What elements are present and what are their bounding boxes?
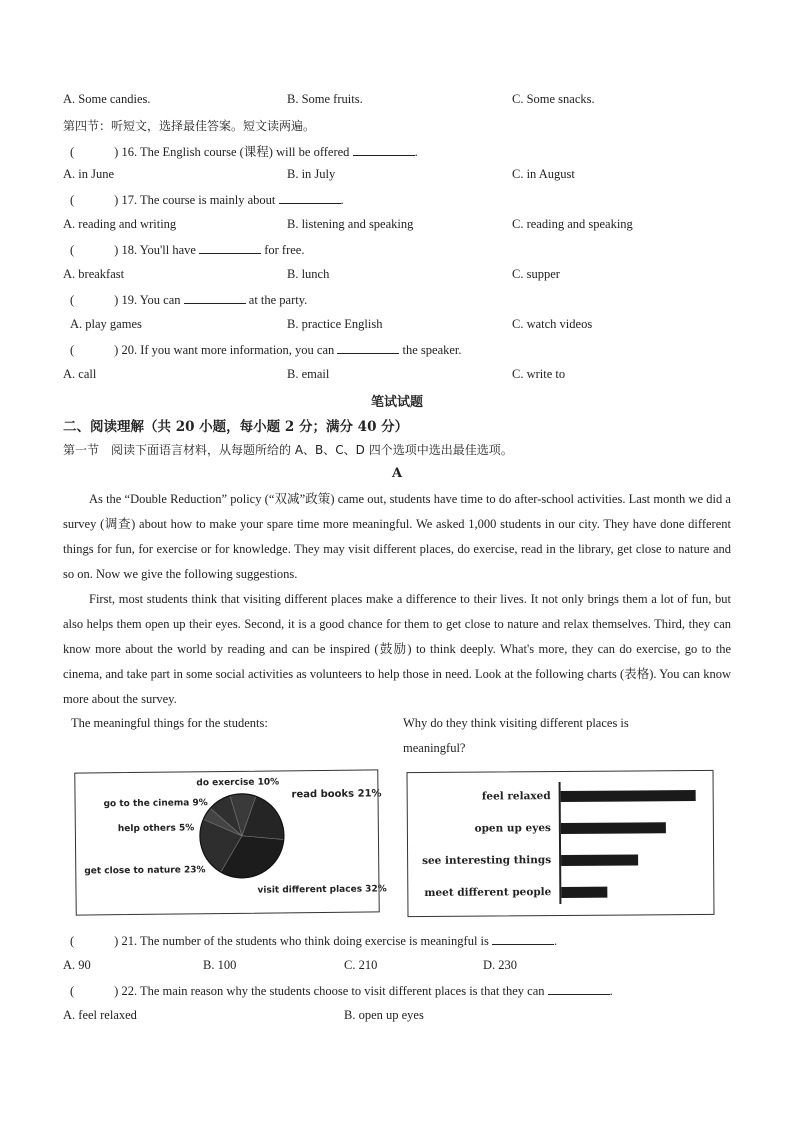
q20-option-b: B. email [287, 367, 330, 381]
chart2-caption-line1: Why do they think visiting different places is [403, 716, 629, 730]
question-text: 19. You can [121, 293, 181, 307]
q17-option-a: A. reading and writing [63, 217, 177, 231]
question-text: 21. The number of the students who think doing exercise is meaningful is [121, 934, 489, 948]
reading-instruction: 第一节 阅读下面语言材料，从每题所给的 A、B、C、D 四个选项中选出最佳选项。 [63, 443, 513, 457]
pie-label-help-others: help others 5% [117, 823, 195, 835]
pie-label-visit-places: visit different places 32% [257, 884, 387, 896]
question-end: . [554, 934, 558, 948]
question-18 [70, 242, 304, 258]
question-19 [70, 292, 307, 308]
q18-option-b: B. lunch [287, 267, 330, 281]
passage-letter: A [391, 466, 403, 481]
question-text: 16. The English course (课程) will be offered [121, 145, 350, 159]
answer-blank[interactable] [199, 242, 261, 254]
bar-chart-box [406, 770, 714, 917]
q20-option-a: A. call [63, 367, 97, 381]
paren-close: ) [114, 343, 119, 357]
q18-option-a: A. breakfast [63, 267, 125, 281]
paren-open: ( [70, 243, 75, 257]
paren-open: ( [70, 193, 75, 207]
paren-close: ) [114, 243, 119, 257]
question-text: 22. The main reason why the students choose to visit different places is that they can [121, 984, 545, 998]
q20-option-c: C. write to [512, 367, 566, 381]
answer-blank[interactable] [337, 342, 399, 354]
answer-blank[interactable] [548, 983, 610, 995]
q21-option-b: B. 100 [203, 958, 237, 972]
q21-option-a: A. 90 [63, 958, 91, 972]
bar-different-people [561, 887, 607, 898]
paren-close: ) [114, 984, 119, 998]
q16-option-c: C. in August [512, 167, 575, 181]
paren-close: ) [114, 145, 119, 159]
answer-blank[interactable] [492, 933, 554, 945]
paren-open: ( [70, 934, 75, 948]
bar-label-interesting-things: see interesting things [422, 854, 552, 867]
q19-option-a: A. play games [70, 317, 142, 331]
question-21 [70, 933, 557, 949]
bar-label-open-up-eyes: open up eyes [474, 822, 551, 835]
question-end: the speaker. [402, 343, 462, 357]
question-text: 20. If you want more information, you can [121, 343, 335, 357]
question-end: . [340, 193, 344, 207]
section4-title: 第四节：听短文，选择最佳答案。短文读两遍。 [63, 119, 316, 133]
question-end: at the party. [248, 293, 308, 307]
answer-blank[interactable] [353, 144, 415, 156]
q18-option-c: C. supper [512, 267, 560, 281]
chart2-caption-line2: meaningful? [403, 741, 466, 755]
bar-open-up-eyes [561, 822, 666, 834]
pie-chart-box [74, 769, 387, 915]
question-end: . [414, 145, 418, 159]
answer-blank[interactable] [279, 192, 341, 204]
chart1-caption: The meaningful things for the students: [71, 716, 268, 730]
paren-open: ( [70, 343, 75, 357]
answer-blank[interactable] [184, 292, 246, 304]
question-22 [70, 983, 613, 999]
q15-option-a: A. Some candies. [63, 92, 151, 106]
q15-option-b: B. Some fruits. [287, 92, 363, 106]
question-17 [70, 192, 344, 208]
q22-option-b: B. open up eyes [344, 1008, 424, 1022]
q17-option-c: C. reading and speaking [512, 217, 633, 231]
bar-label-different-people: meet different people [424, 886, 552, 899]
paren-open: ( [70, 984, 75, 998]
question-16 [70, 142, 418, 160]
question-20 [70, 342, 462, 358]
paren-close: ) [114, 293, 119, 307]
paren-close: ) [114, 934, 119, 948]
bar-feel-relaxed [561, 790, 696, 802]
question-end: . [609, 984, 613, 998]
q21-option-c: C. 210 [344, 958, 378, 972]
passage-paragraph-1 [63, 487, 731, 587]
pie-label-nature: get close to nature 23% [84, 865, 206, 877]
written-test-title: 笔试试题 [370, 395, 423, 410]
q16-option-b: B. in July [287, 167, 336, 181]
q15-option-c: C. Some snacks. [512, 92, 595, 106]
paren-open: ( [70, 145, 75, 159]
pie-label-cinema: go to the cinema 9% [103, 798, 208, 810]
question-text: 18. You'll have [121, 243, 196, 257]
paragraph-2-text: First, most students think that visiting different places make a difference to their lives. It not only brings them a lot of fun, but also helps them open up their eyes. Second, it is a good chance for them to get close to nature and relax themselves. Third, they can know more about the world by reading and can be inspired (鼓励) to think deeply. What's more, they can do exercise, go to the cinema, and take part in some social activities as volunteers to help those in need. Look at the following charts (表格). You can know more about the survey. [63, 592, 731, 706]
paren-open: ( [70, 293, 75, 307]
q22-option-a: A. feel relaxed [63, 1008, 137, 1022]
question-text: 17. The course is mainly about [121, 193, 276, 207]
q21-option-d: D. 230 [483, 958, 518, 972]
passage-paragraph-2 [63, 587, 731, 712]
paragraph-1-text: As the “Double Reduction” policy (“双减”政策) came out, students have time to do after-school activities. Last month we did a survey (调查) about how to make your spare time more meaningful. We asked 1,000 students in our city. They have done different things for fun, for exercise or for knowledge. They may visit different places, do exercise, read in the library, get close to nature and so on. Now we give the following suggestions. [63, 492, 731, 581]
q17-option-b: B. listening and speaking [287, 217, 414, 231]
reading-section-title: 二、阅读理解（共 20 小题，每小题 2 分；满分 40 分） [63, 419, 409, 435]
bar-label-feel-relaxed: feel relaxed [481, 790, 551, 803]
pie-label-read-books: read books 21% [291, 788, 382, 801]
q16-option-a: A. in June [63, 167, 115, 181]
q19-option-b: B. practice English [287, 317, 383, 331]
bar-interesting-things [561, 854, 638, 866]
paren-close: ) [114, 193, 119, 207]
pie-label-do-exercise: do exercise 10% [196, 777, 280, 789]
q19-option-c: C. watch videos [512, 317, 593, 331]
question-end: for free. [264, 243, 305, 257]
